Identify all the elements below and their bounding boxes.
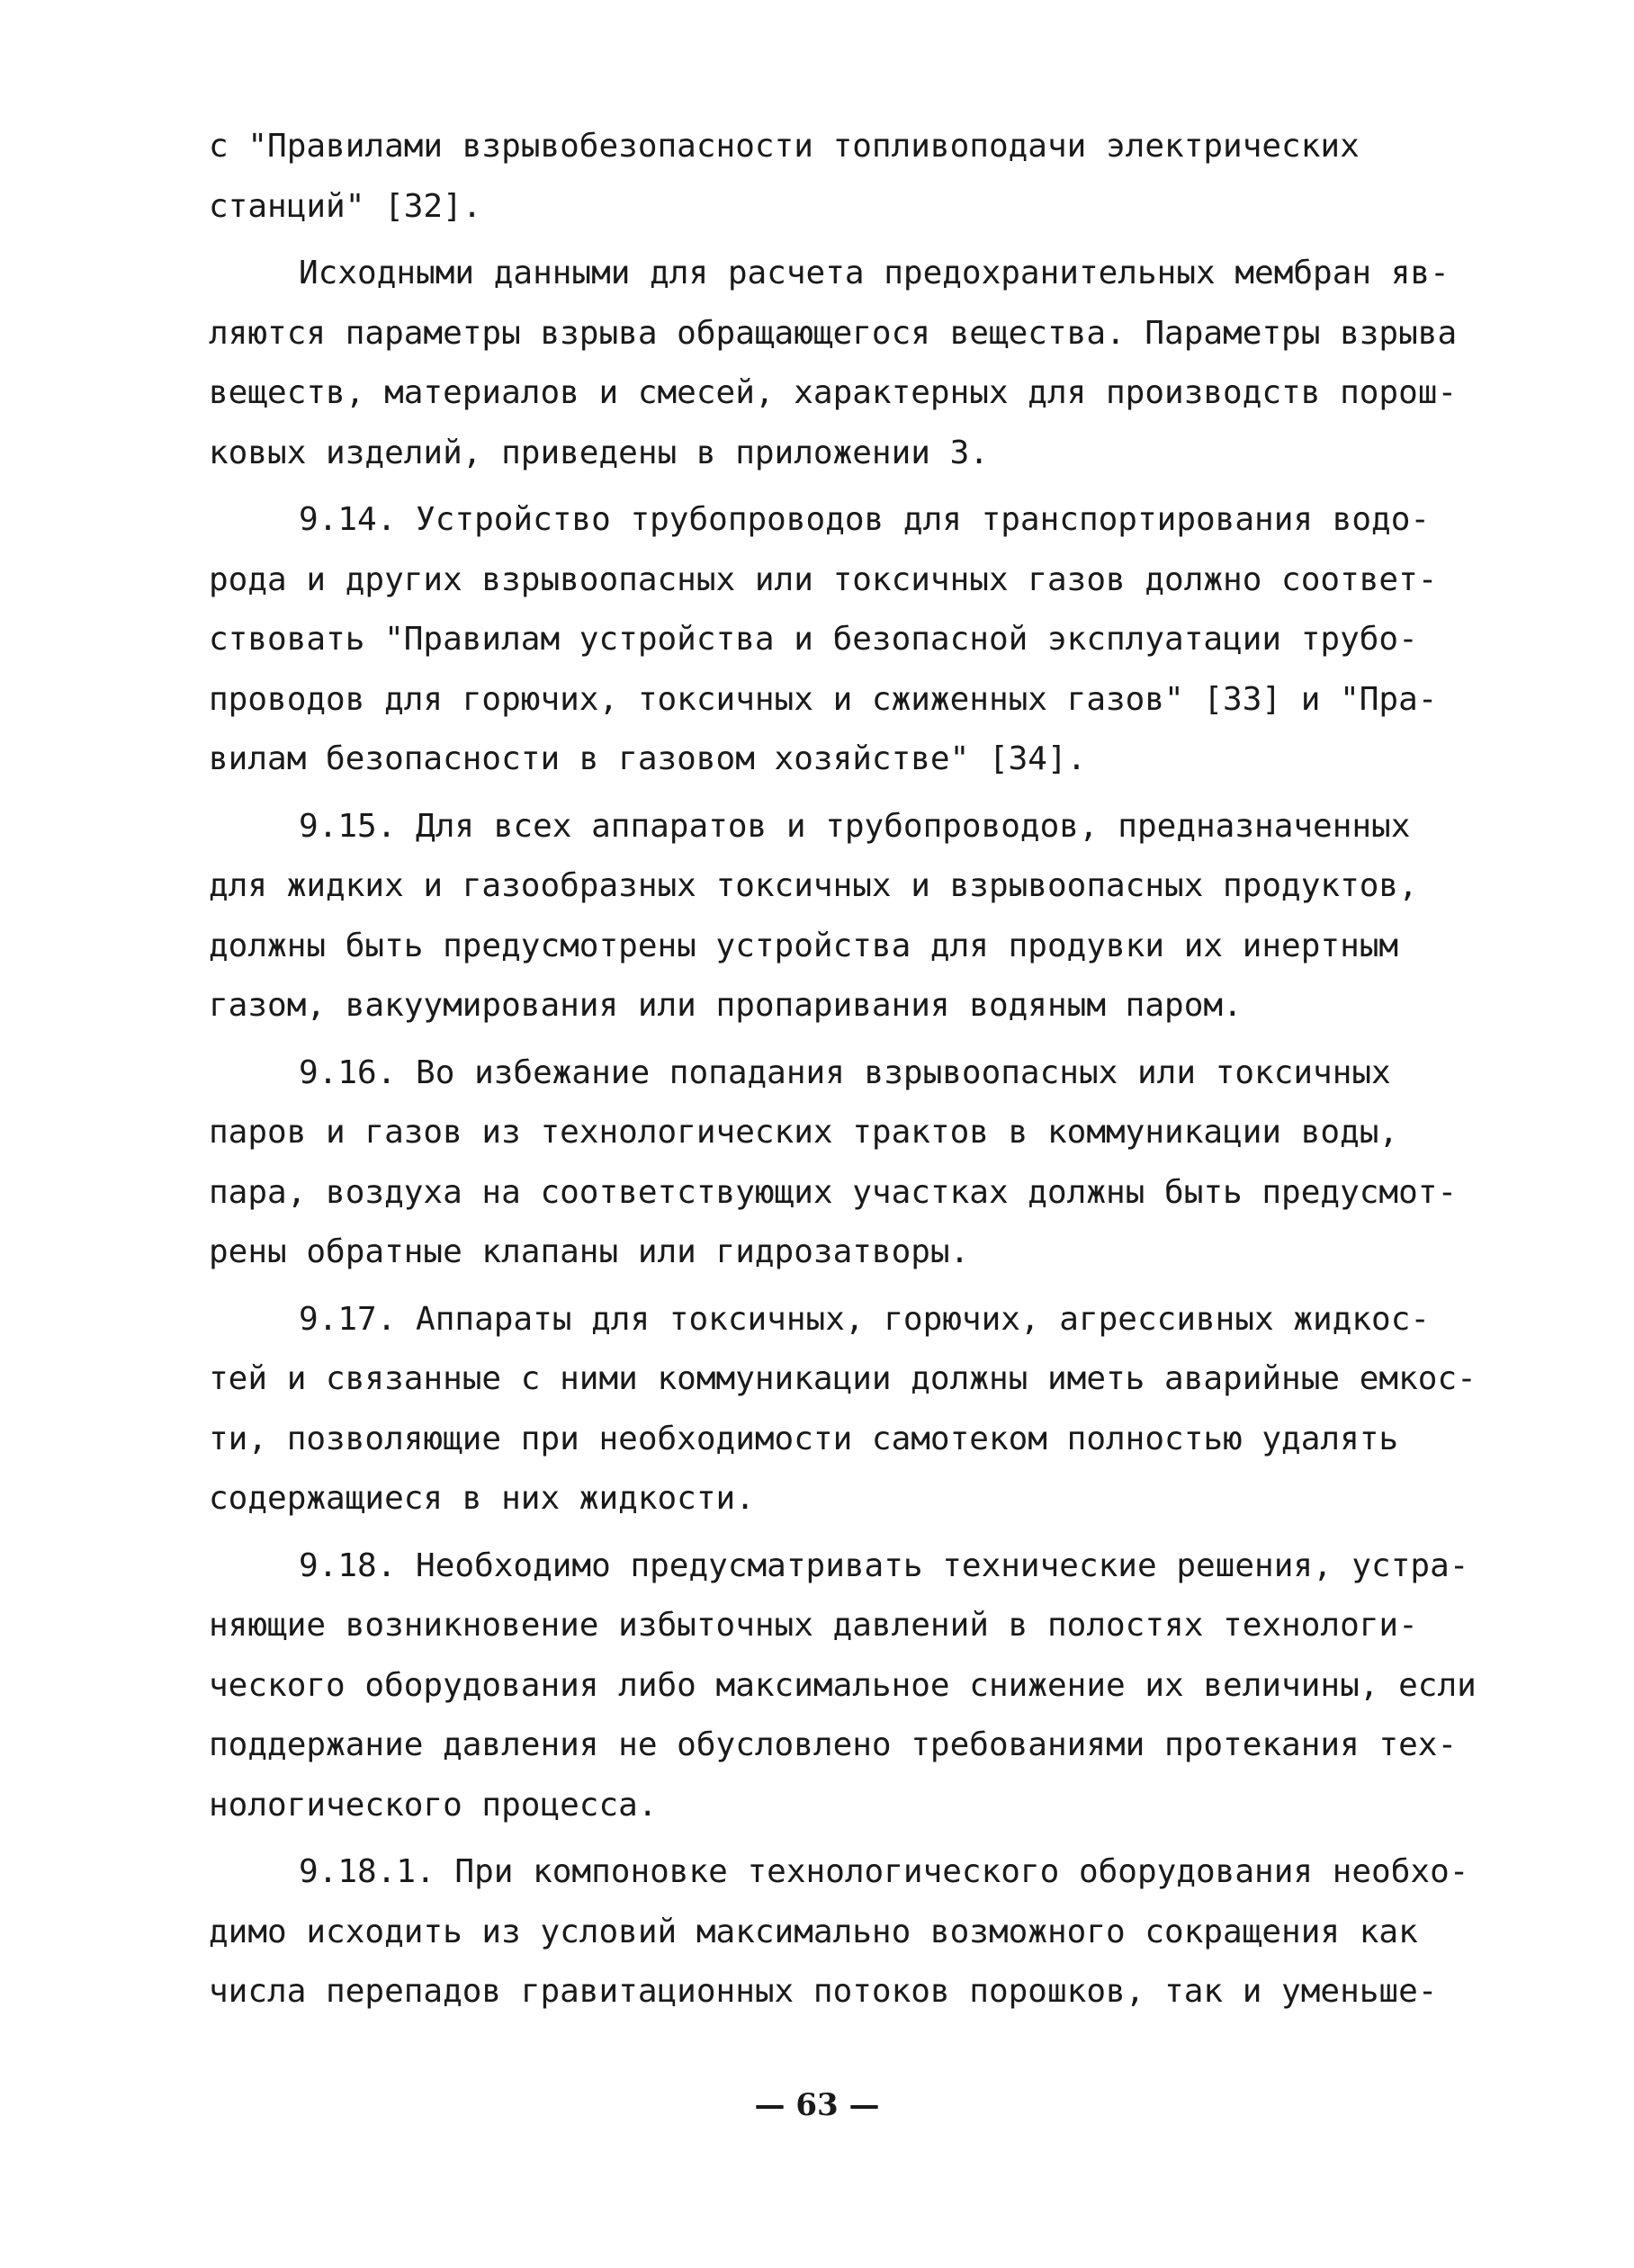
paragraph-gap [209, 483, 1432, 490]
text-line: Исходными данными для расчета предохранительных мембран яв- [299, 255, 1450, 291]
paragraph [209, 1842, 1469, 2022]
text-line: няющие возникновение избыточных давлений в полостях технологи- [209, 1607, 1418, 1644]
text-line: паров и газов из технологических трактов в коммуникации воды, [209, 1114, 1399, 1151]
text-line: веществ, материалов и смесей, характерных для производств порош- [209, 374, 1458, 411]
text-line: тей и связанные с ними коммуникации должны иметь аварийные емкос- [209, 1360, 1477, 1397]
paragraph [209, 797, 1432, 1036]
text-line: рода и других взрывоопасных или токсичных газов должно соответ- [209, 560, 1438, 598]
text-line: для жидких и газообразных токсичных и взрывоопасных продуктов, [209, 867, 1418, 904]
paragraph-gap [209, 1283, 1432, 1290]
text-line: 9.18.1. При компоновке технологического оборудования необхо- [299, 1853, 1469, 1890]
text-line: пара, воздуха на соответствующих участках должны быть предусмот- [209, 1173, 1458, 1211]
text-line: 9.15. Для всех аппаратов и трубопроводов, предназначенных [299, 807, 1411, 845]
paragraph-gap [209, 1036, 1432, 1044]
paragraph-gap [209, 1835, 1432, 1842]
text-line: поддержание давления не обусловлено требованиями протекания тех- [209, 1726, 1458, 1763]
text-line: станций" [32]. [209, 187, 482, 225]
paragraph [209, 117, 1432, 237]
body-text [209, 117, 1477, 2022]
text-line: вилам безопасности в газовом хозяйстве" [34]. [209, 740, 1087, 777]
page-number: — 63 — [754, 2087, 880, 2123]
text-line: 9.14. Устройство трубопроводов для транспортирования водо- [299, 501, 1431, 538]
paragraph [209, 244, 1458, 483]
paragraph [209, 1537, 1477, 1836]
text-line: 9.16. Во избежание попадания взрывоопасных или токсичных [299, 1053, 1391, 1091]
text-line: должны быть предусмотрены устройства для продувки их инертным [209, 927, 1399, 964]
text-line: содержащиеся в них жидкости. [209, 1480, 755, 1517]
text-line: нологического процесса. [209, 1786, 658, 1824]
paragraph [209, 490, 1438, 790]
text-line: димо исходить из условий максимально возможного сокращения как [209, 1913, 1418, 1950]
text-line: проводов для горючих, токсичных и сжиженных газов" [33] и "Пра- [209, 680, 1438, 718]
text-line: числа перепадов гравитационных потоков порошков, так и уменьше- [209, 1973, 1438, 2010]
text-line: ствовать "Правилам устройства и безопасной эксплуатации трубо- [209, 621, 1418, 658]
paragraph [209, 1044, 1458, 1283]
text-line: 9.17. Аппараты для токсичных, горючих, агрессивных жидкос- [299, 1300, 1431, 1338]
text-line: ковых изделий, приведены в приложении 3. [209, 434, 989, 471]
paragraph-gap [209, 1529, 1432, 1537]
paragraph [209, 1290, 1477, 1529]
text-line: ляются параметры взрыва обращающегося вещества. Параметры взрыва [209, 314, 1458, 352]
text-line: ти, позволяющие при необходимости самотеком полностью удалять [209, 1420, 1399, 1457]
text-line: рены обратные клапаны или гидрозатворы. [209, 1233, 970, 1270]
text-line: ческого оборудования либо максимальное снижение их величины, если [209, 1666, 1477, 1704]
text-line: с "Правилами взрывобезопасности топливоподачи электрических [209, 128, 1360, 165]
text-line: 9.18. Необходимо предусматривать технические решения, устра- [299, 1546, 1469, 1584]
paragraph-gap [209, 237, 1432, 244]
text-line: газом, вакуумирования или пропаривания водяным паром. [209, 987, 1243, 1024]
paragraph-gap [209, 790, 1432, 797]
